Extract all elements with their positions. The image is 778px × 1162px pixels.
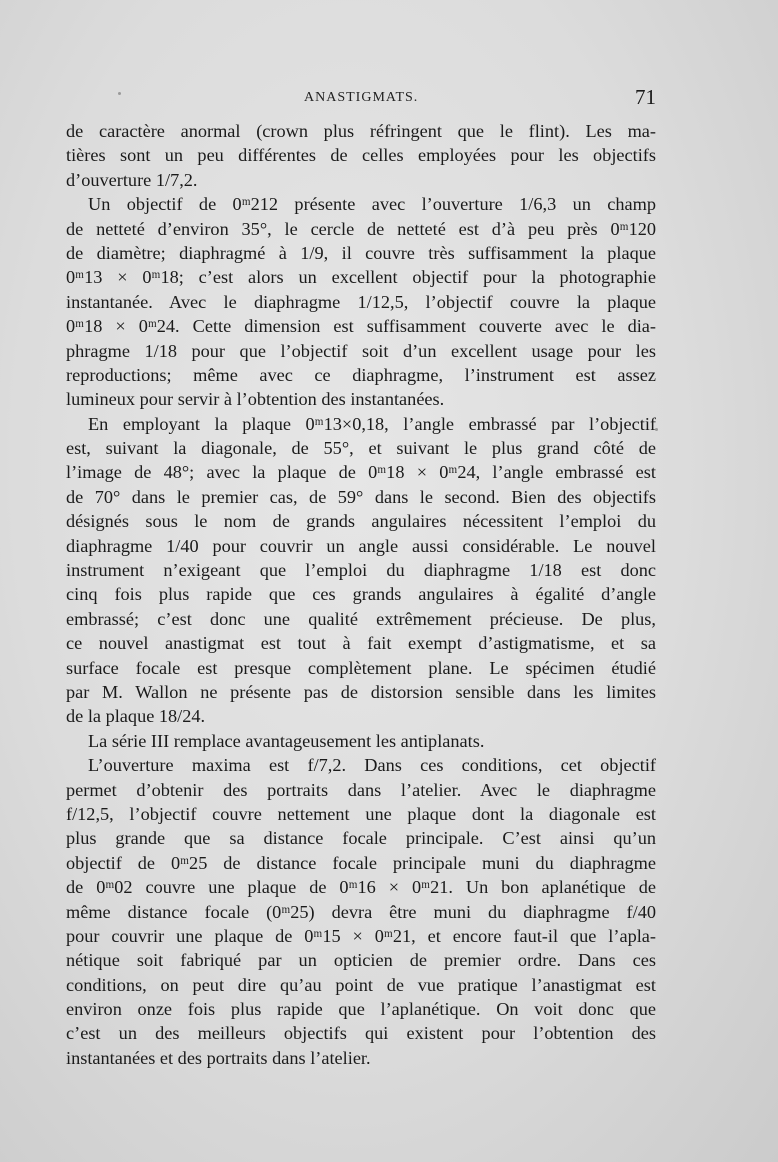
text-line: de netteté d’environ 35°, le cercle de netteté est d’à peu près 0ᵐ120 [66, 218, 656, 239]
text-line: instrument n’exigeant que l’emploi du diaphragme 1/18 est donc [66, 560, 656, 581]
text-line: instantanée. Avec le diaphragme 1/12,5, l’objectif couvre la plaque [66, 291, 656, 312]
text-line: Un objectif de 0ᵐ212 présente avec l’ouverture 1/6,3 un champ [88, 194, 656, 215]
text-line: 0ᵐ18 × 0ᵐ24. Cette dimension est suffisamment couverte avec le dia- [66, 316, 656, 337]
text-line: cinq fois plus rapide que ces grands angulaires à égalité d’angle [66, 584, 656, 605]
text-line: permet d’obtenir des portraits dans l’atelier. Avec le diaphragme [66, 779, 656, 800]
text-line: diaphragme 1/40 pour couvrir un angle aussi considérable. Le nouvel [66, 535, 656, 556]
text-line: instantanées et des portraits dans l’atelier. [66, 1047, 371, 1068]
text-line: de la plaque 18/24. [66, 706, 206, 727]
text-line: f/12,5, l’objectif couvre nettement une plaque dont la diagonale est [66, 803, 656, 824]
text-line: désignés sous le nom de grands angulaires nécessitent l’emploi du [66, 511, 656, 532]
text-line: l’image de 48°; avec la plaque de 0ᵐ18 × 0ᵐ24, l’angle embrassé est [66, 462, 656, 483]
text-line: tières sont un peu différentes de celles employées pour les objectifs [66, 145, 656, 166]
text-line: phragme 1/18 pour que l’objectif soit d’un excellent usage pour les [66, 340, 656, 361]
text-line: En employant la plaque 0ᵐ13×0,18, l’angle embrassé par l’objectif [88, 413, 656, 434]
text-line: de diamètre; diaphragmé à 1/9, il couvre très suffisamment la plaque [66, 242, 656, 263]
text-line: 0ᵐ13 × 0ᵐ18; c’est alors un excellent objectif pour la photographie [66, 267, 656, 288]
text-line: objectif de 0ᵐ25 de distance focale principale muni du diaphragme [66, 852, 656, 873]
page-number: 71 [635, 85, 656, 109]
text-line: embrassé; c’est donc une qualité extrêmement précieuse. De plus, [66, 608, 656, 629]
text-line: pour couvrir une plaque de 0ᵐ15 × 0ᵐ21, et encore faut-il que l’apla- [66, 925, 656, 946]
text-line: de caractère anormal (crown plus réfringent que le flint). Les ma- [66, 121, 656, 141]
text-line: de 70° dans le premier cas, de 59° dans le second. Bien des objectifs [66, 486, 656, 507]
text-line: lumineux pour servir à l’obtention des instantanées. [66, 389, 445, 410]
text-line: ce nouvel anastigmat est tout à fait exempt d’astigmatisme, et sa [66, 633, 656, 654]
text-line: est, suivant la diagonale, de 55°, et suivant le plus grand côté de [66, 438, 656, 459]
text-line: reproductions; même avec ce diaphragme, l’instrument est assez [66, 364, 656, 385]
text-line: c’est un des meilleurs objectifs qui existent pour l’obtention des [66, 1023, 656, 1044]
text-line: environ onze fois plus rapide que l’aplanétique. On voit donc que [66, 999, 656, 1020]
text-line: conditions, on peut dire qu’au point de vue pratique l’anastigmat est [66, 974, 656, 995]
running-header-title: ANASTIGMATS. [304, 90, 419, 105]
running-header [66, 85, 658, 112]
text-line: nétique soit fabriqué par un opticien de premier ordre. Dans ces [66, 950, 656, 971]
text-line: L’ouverture maxima est f/7,2. Dans ces conditions, cet objectif [88, 755, 656, 776]
text-line: par M. Wallon ne présente pas de distorsion sensible dans les limites [66, 681, 656, 702]
text-line: de 0ᵐ02 couvre une plaque de 0ᵐ16 × 0ᵐ21. Un bon aplanétique de [66, 877, 656, 898]
text-line: La série III remplace avantageusement les antiplanats. [88, 730, 485, 751]
text-line: même distance focale (0ᵐ25) devra être muni du diaphragme f/40 [66, 901, 656, 922]
text-line: surface focale est presque complètement plane. Le spécimen étudié [66, 657, 656, 678]
body-text [66, 119, 656, 1070]
text-line: plus grande que sa distance focale principale. C’est ainsi qu’un [66, 828, 656, 849]
text-line: d’ouverture 1/7,2. [66, 169, 198, 190]
